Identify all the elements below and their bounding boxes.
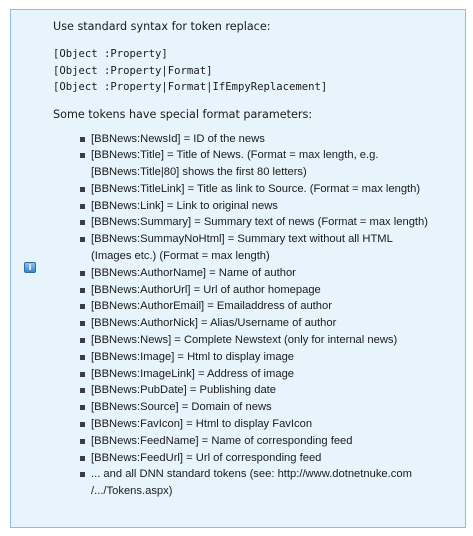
bullet-icon bbox=[80, 187, 85, 192]
token-text: [BBNews:ImageLink] = Address of image bbox=[91, 367, 295, 380]
token-text bbox=[91, 466, 463, 483]
token-text: [BBNews:Title] = Title of News. (Format = max length, e.g. bbox=[91, 149, 379, 162]
token-text: [BBNews:SummayNoHtml] = Summary text without all HTML bbox=[91, 233, 393, 246]
token-item-titlelink bbox=[91, 181, 463, 198]
token-text: (Images etc.) (Format = max length) bbox=[91, 250, 270, 263]
token-text: [BBNews:AuthorName] = Name of author bbox=[91, 266, 296, 279]
bullet-icon bbox=[80, 137, 85, 142]
bullet-icon bbox=[80, 271, 85, 276]
token-item-imagelink bbox=[91, 366, 463, 383]
bullet-icon bbox=[80, 422, 85, 427]
bullet-icon bbox=[80, 472, 85, 477]
token-item-news bbox=[91, 332, 463, 349]
intro-text: Use standard syntax for token replace: bbox=[53, 20, 271, 33]
bullet-icon bbox=[80, 439, 85, 444]
token-text: [BBNews:Image] = Html to display image bbox=[91, 350, 295, 363]
token-item-source bbox=[91, 399, 463, 416]
bullet-icon bbox=[80, 153, 85, 158]
bullet-icon bbox=[80, 338, 85, 343]
token-item-newsid bbox=[91, 131, 463, 148]
token-text: [BBNews:Title|80] shows the first 80 letters) bbox=[91, 166, 307, 179]
token-text: [BBNews:Link] = Link to original news bbox=[91, 199, 278, 212]
token-text: [BBNews:AuthorNick] = Alias/Username of author bbox=[91, 317, 337, 330]
bullet-icon bbox=[80, 456, 85, 461]
bullet-icon bbox=[80, 304, 85, 309]
token-text: [BBNews:FeedUrl] = Url of corresponding feed bbox=[91, 451, 322, 464]
token-help-panel bbox=[10, 9, 466, 528]
token-item-authorurl bbox=[91, 282, 463, 299]
token-item-pubdate bbox=[91, 382, 463, 399]
token-item-image bbox=[91, 349, 463, 366]
dnn-tokens-link[interactable]: http://www.dotnetnuke.com bbox=[277, 468, 412, 481]
token-item-feedurl bbox=[91, 450, 463, 467]
token-item-title bbox=[91, 147, 463, 181]
token-text: [BBNews:Summary] = Summary text of news (Format = max length) bbox=[91, 216, 428, 229]
bullet-icon bbox=[80, 405, 85, 410]
token-item-authorname bbox=[91, 265, 463, 282]
syntax-line: [Object :Property|Format|IfEmpyReplacement] bbox=[53, 81, 328, 93]
syntax-block bbox=[53, 46, 463, 96]
bullet-icon bbox=[80, 237, 85, 242]
bullet-icon bbox=[80, 372, 85, 377]
token-list bbox=[53, 131, 463, 501]
token-text: [BBNews:Source] = Domain of news bbox=[91, 401, 272, 414]
special-format-intro: Some tokens have special format parameters: bbox=[53, 107, 313, 121]
token-item-summary bbox=[91, 214, 463, 231]
token-text: [BBNews:PubDate] = Publishing date bbox=[91, 384, 277, 397]
token-text: [BBNews:FeedName] = Name of corresponding feed bbox=[91, 434, 353, 447]
bullet-icon bbox=[80, 388, 85, 393]
bullet-icon bbox=[80, 204, 85, 209]
bullet-icon bbox=[80, 321, 85, 326]
syntax-line: [Object :Property|Format] bbox=[53, 64, 213, 77]
token-text: [BBNews:NewsId] = ID of the news bbox=[91, 132, 265, 145]
help-content bbox=[53, 20, 463, 500]
token-text: [BBNews:AuthorEmail] = Emailaddress of author bbox=[91, 300, 332, 313]
token-text: /.../Tokens.aspx) bbox=[91, 485, 173, 498]
token-item-feedname bbox=[91, 433, 463, 450]
bullet-icon bbox=[80, 355, 85, 360]
token-text: [BBNews:News] = Complete Newstext (only for internal news) bbox=[91, 334, 398, 347]
token-item-summarynohtml bbox=[91, 231, 463, 265]
token-text: [BBNews:AuthorUrl] = Url of author homepage bbox=[91, 283, 321, 296]
syntax-line: [Object :Property] bbox=[53, 48, 168, 60]
token-item-authornick bbox=[91, 315, 463, 332]
token-text: [BBNews:FavIcon] = Html to display FavIcon bbox=[91, 418, 313, 431]
bullet-icon bbox=[80, 288, 85, 293]
bullet-icon bbox=[80, 220, 85, 225]
token-item-favicon bbox=[91, 416, 463, 433]
token-item-authoremail bbox=[91, 298, 463, 315]
token-item-dnn-standard bbox=[91, 466, 463, 500]
dnn-tokens-prefix: ... and all DNN standard tokens (see: bbox=[91, 468, 278, 481]
info-icon: i bbox=[24, 262, 36, 273]
token-text: [BBNews:TitleLink] = Title as link to Source. (Format = max length) bbox=[91, 182, 421, 195]
token-item-link bbox=[91, 198, 463, 215]
